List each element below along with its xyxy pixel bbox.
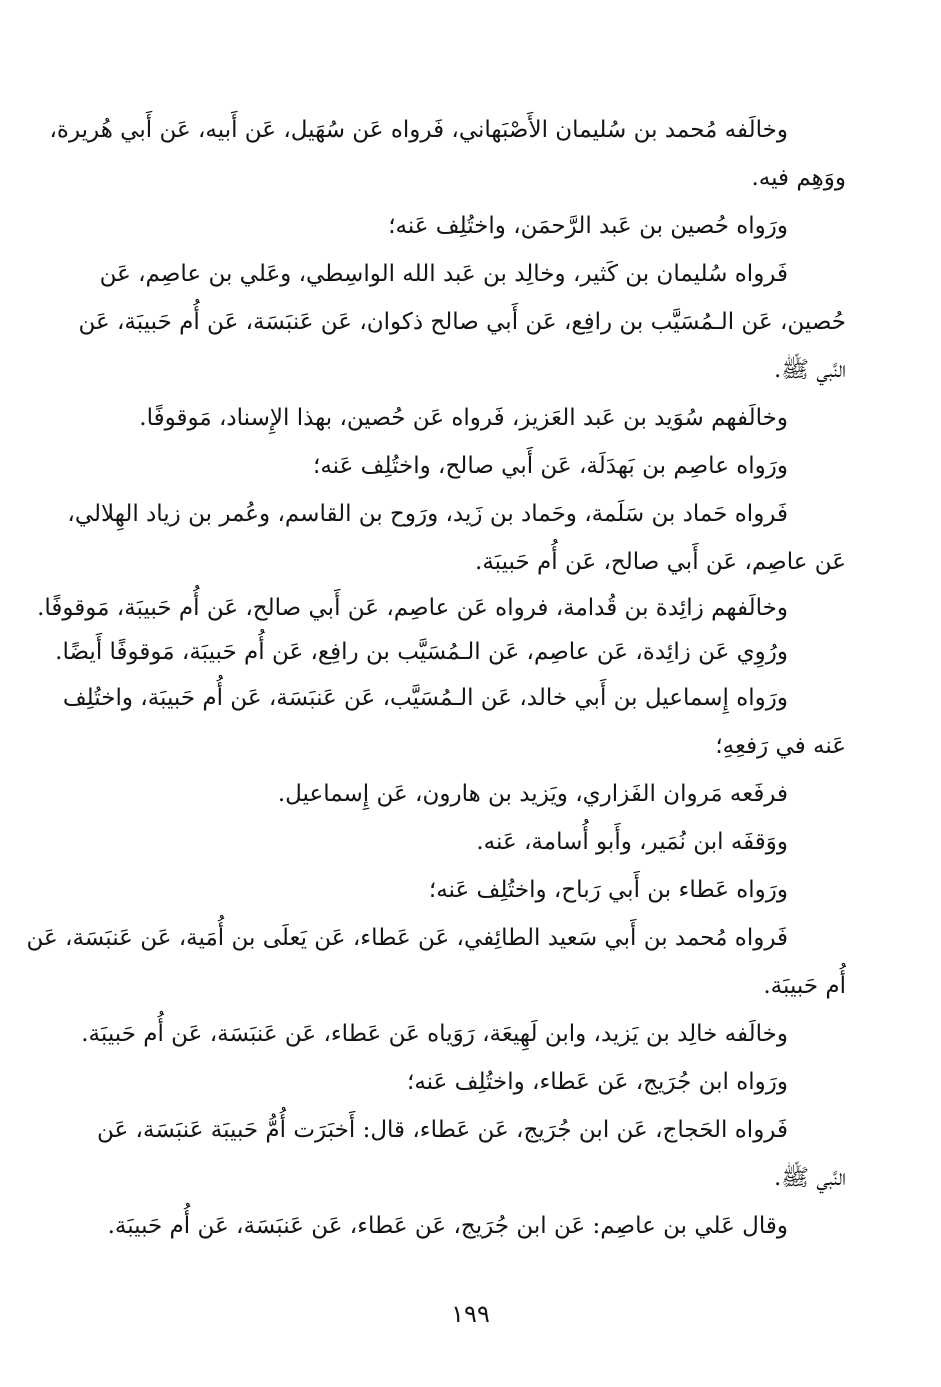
text-line: عَن عاصِم، عَن أَبي صالح، عَن أُم حَبيبَة. [475, 549, 846, 575]
text-line: النَّبي ﷺ. [773, 357, 846, 383]
text-line: فرفَعه مَروان الفَزاري، ويَزيد بن هارون، عَن إِسماعيل. [277, 781, 788, 807]
page-body-text [26, 106, 846, 1250]
text-line: أُم حَبيبَة. [763, 973, 846, 999]
text-line: فَرواه حَماد بن سَلَمة، وحَماد بن زَيد، ورَوح بن القاسم، وعُمر بن زياد الهِلالي، [67, 501, 788, 527]
text-line: ورَواه عاصِم بن بَهدَلَة، عَن أَبي صالح، واختُلِف عَنه؛ [313, 453, 788, 479]
text-line: حُصين، عَن الـمُسَيَّب بن رافِع، عَن أَبي صالح ذكوان، عَن عَنبَسَة، عَن أُم حَبيبَة، عَن [78, 309, 846, 335]
text-line: عَنه في رَفعِهِ؛ [715, 733, 846, 759]
text-line: ورَواه ابن جُرَيج، عَن عَطاء، واختُلِف عَنه؛ [407, 1069, 788, 1095]
text-line: وخالَفهم سُوَيد بن عَبد العَزيز، فَرواه عَن حُصين، بهذا الإِسناد، مَوقوفًا. [139, 405, 788, 431]
text-line: ووَقفَه ابن نُمَير، وأَبو أُسامة، عَنه. [476, 829, 788, 855]
text-line: وخالَفهم زائِدة بن قُدامة، فرواه عَن عاصِم، عَن أَبي صالح، عَن أُم حَبيبَة، مَوقوفًا. [37, 595, 788, 621]
text-line: وخالَفه خالِد بن يَزيد، وابن لَهِيعَة، رَوَياه عَن عَطاء، عَن عَنبَسَة، عَن أُم حَبيبَة. [81, 1021, 788, 1047]
text-line: ورَواه حُصين بن عَبد الرَّحمَن، واختُلِف عَنه؛ [388, 213, 788, 239]
text-line: ورُوِي عَن زائِدة، عَن عاصِم، عَن الـمُسَيَّب بن رافِع، عَن أُم حَبيبَة، مَوقوفًا أَيضًا. [55, 639, 788, 665]
text-line: وقال عَلي بن عاصِم: عَن ابن جُرَيج، عَن عَطاء، عَن عَنبَسَة، عَن أُم حَبيبَة. [107, 1213, 788, 1239]
text-line: فَرواه سُليمان بن كَثير، وخالِد بن عَبد الله الواسِطي، وعَلي بن عاصِم، عَن [99, 261, 788, 287]
text-line: النَّبي ﷺ. [773, 1165, 846, 1191]
text-line: ورَواه عَطاء بن أَبي رَباح، واختُلِف عَنه؛ [428, 877, 788, 903]
page-number: ١٩٩ [451, 1300, 490, 1328]
text-line: فَرواه الحَجاج، عَن ابن جُرَيج، عَن عَطاء، قال: أَخبَرَت أُمُّ حَبيبَة عَنبَسَة، عَن [97, 1117, 788, 1143]
text-line: وخالَفه مُحمد بن سُليمان الأَصْبَهاني، فَرواه عَن سُهَيل، عَن أَبيه، عَن أَبي هُريرة، [49, 117, 788, 143]
text-line: ورَواه إِسماعيل بن أَبي خالد، عَن الـمُسَيَّب، عَن عَنبَسَة، عَن أُم حَبيبَة، واختُلِف [62, 685, 788, 711]
text-line: ووَهِم فيه. [751, 165, 846, 191]
text-line: فَرواه مُحمد بن أَبي سَعيد الطائِفي، عَن عَطاء، عَن يَعلَى بن أُمَية، عَن عَنبَسَة، عَن [26, 925, 788, 951]
